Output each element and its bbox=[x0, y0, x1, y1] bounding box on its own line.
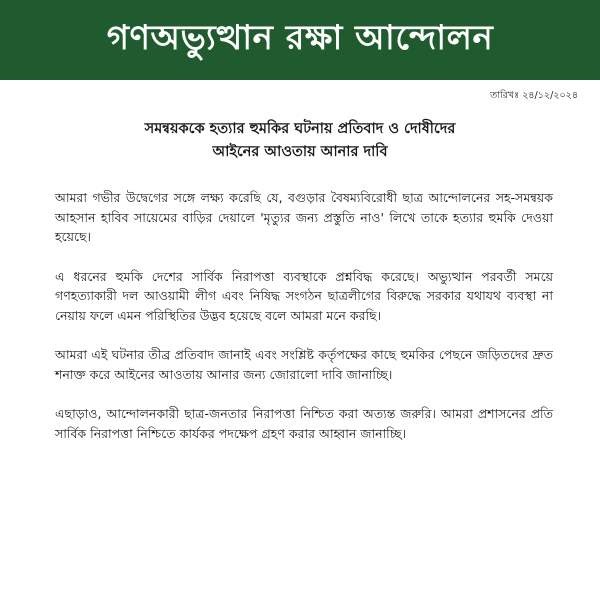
headline-line-2: আইনের আওতায় আনার দাবি bbox=[212, 144, 388, 160]
organization-title: গণঅভ্যুত্থান রক্ষা আন্দোলন bbox=[106, 17, 494, 58]
paragraph: আমরা গভীর উদ্বেগের সঙ্গে লক্ষ্য করেছি যে, বগুড়ার বৈষম্যবিরোধী ছাত্র আন্দোলনের সহ-সমন্বয়ক আহসান হাবিব সায়েমের বাড়ির দেয়ালে 'মৃত্যুর জন্য প্রস্তুতি নাও' লিখে তাকে হত্যার হুমকি দেওয়া হয়েছে। bbox=[55, 190, 553, 244]
press-release-headline bbox=[40, 118, 560, 164]
headline-line-1: সমন্বয়ককে হত্যার হুমকির ঘটনায় প্রতিবাদ ও দোষীদের bbox=[144, 121, 456, 137]
paragraph: আমরা এই ঘটনার তীব্র প্রতিবাদ জানাই এবং সংশ্লিষ্ট কর্তৃপক্ষের কাছে হুমকির পেছনে জড়িতদের দ্রুত শনাক্ত করে আইনের আওতায় আনার জন্য জোরালো দাবি জানাচ্ছি। bbox=[55, 347, 553, 382]
paragraph: এ ধরনের হুমকি দেশের সার্বিক নিরাপত্তা ব্যবস্থাকে প্রশ্নবিদ্ধ করেছে। অভ্যুত্থান পরবর্তী সময়ে গণহত্যাকারী দল আওয়ামী লীগ এবং নিষিদ্ধ সংগঠন ছাত্রলীগের বিরুদ্ধে সরকার যথাযথ ব্যবস্থা না নেয়ায় ফলে এমন পরিস্থিতির উদ্ভব হয়েছে বলে আমরা মনে করছি। bbox=[55, 268, 553, 323]
statement-body bbox=[55, 188, 553, 463]
date-label: তারিখঃ ২৪/১২/২০২৪ bbox=[490, 90, 578, 101]
header-banner bbox=[0, 0, 600, 80]
paragraph: এছাড়াও, আন্দোলনকারী ছাত্র-জনতার নিরাপত্তা নিশ্চিত করা অত্যন্ত জরুরি। আমরা প্রশাসনের প্রতি সার্বিক নিরাপত্তা নিশ্চিতে কার্যকর পদক্ষেপ গ্রহণ করার আহ্বান জানাচ্ছি। bbox=[55, 406, 553, 441]
